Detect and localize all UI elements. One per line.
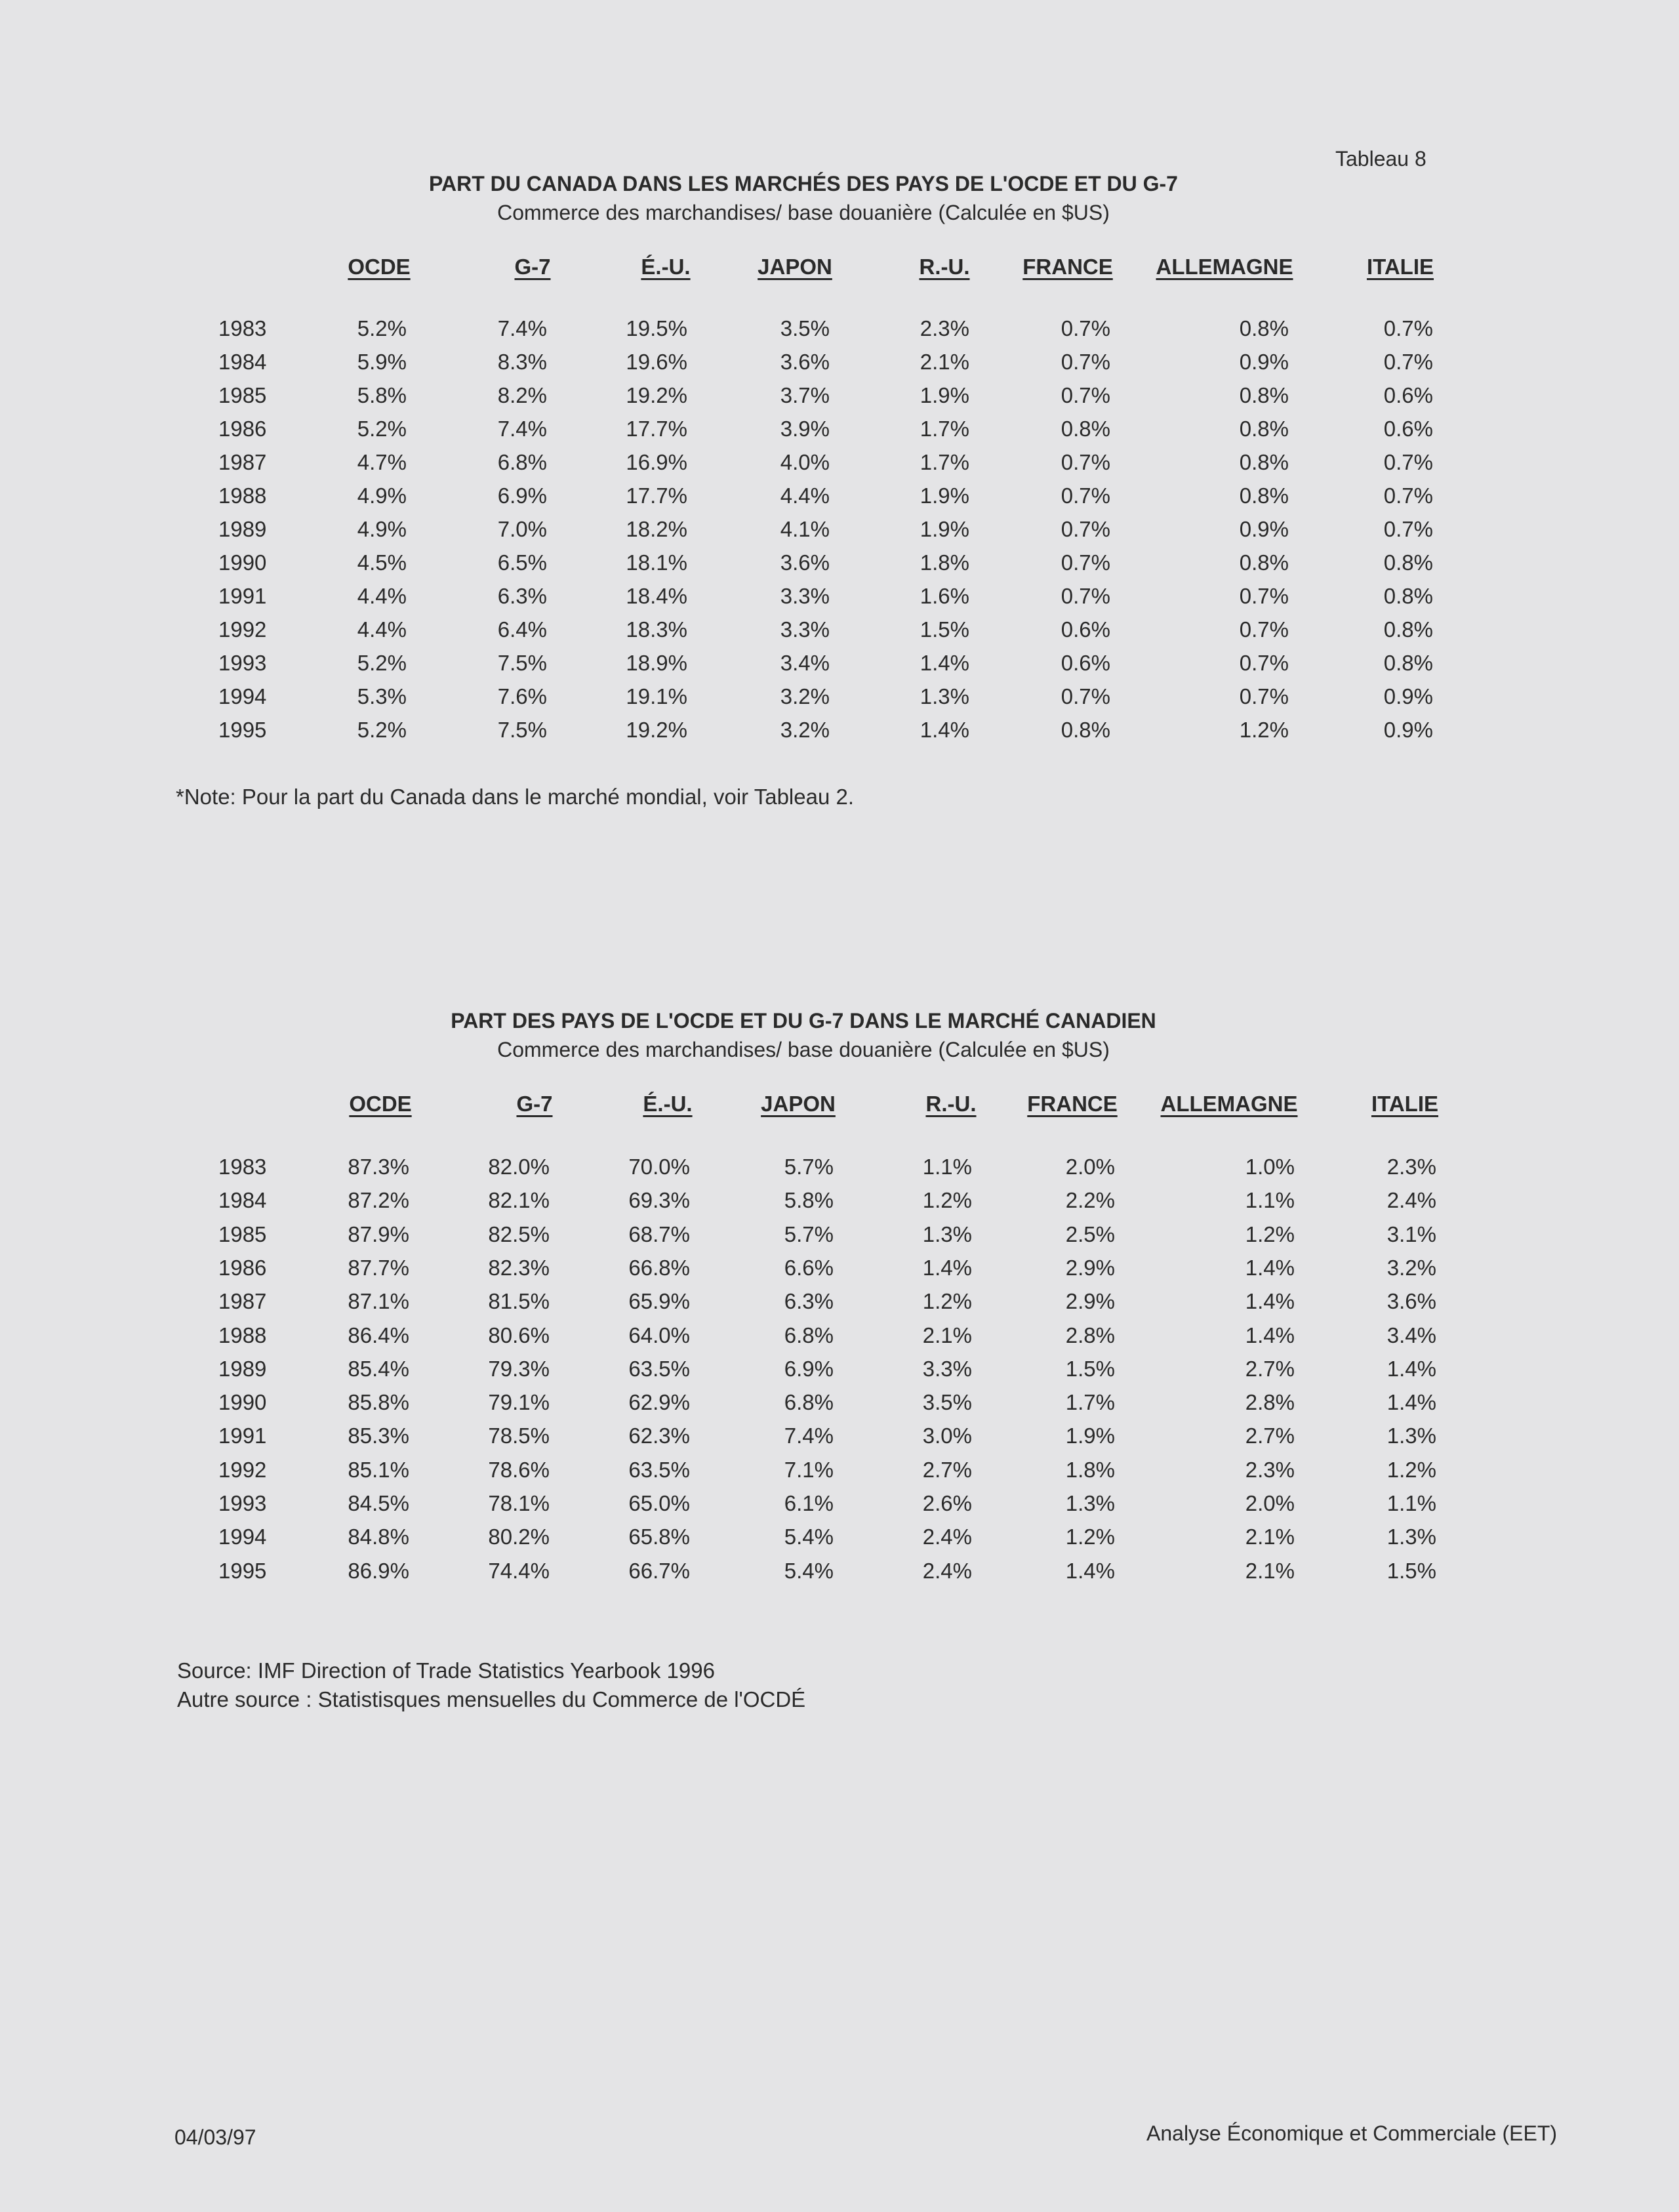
table-row xyxy=(0,718,1679,749)
value-cell: 0.7% xyxy=(1239,617,1289,642)
value-cell: 84.5% xyxy=(348,1491,409,1515)
value-cell: 4.4% xyxy=(357,584,407,608)
year-cell: 1992 xyxy=(218,617,267,642)
value-cell: 85.8% xyxy=(348,1390,409,1415)
value-cell: 0.8% xyxy=(1239,316,1289,340)
tableau-label: Tableau 8 xyxy=(1335,147,1426,171)
year-cell: 1987 xyxy=(218,1289,267,1314)
value-cell: 1.8% xyxy=(920,550,969,575)
value-cell: 0.7% xyxy=(1239,584,1289,608)
value-cell: 2.3% xyxy=(920,316,969,340)
value-cell: 2.1% xyxy=(1245,1558,1295,1583)
table2-col-header: OCDE xyxy=(349,1092,412,1116)
value-cell: 0.8% xyxy=(1383,550,1433,575)
value-cell: 1.4% xyxy=(1386,1356,1436,1381)
value-cell: 2.0% xyxy=(1245,1491,1295,1515)
value-cell: 0.8% xyxy=(1239,550,1289,575)
value-cell: 63.5% xyxy=(628,1356,690,1381)
table-row xyxy=(0,684,1679,716)
value-cell: 63.5% xyxy=(628,1457,690,1482)
value-cell: 0.8% xyxy=(1239,450,1289,474)
value-cell: 2.5% xyxy=(1065,1221,1115,1246)
value-cell: 4.9% xyxy=(357,517,407,541)
value-cell: 6.5% xyxy=(497,550,547,575)
year-cell: 1989 xyxy=(218,517,267,541)
table1-col-header: É.-U. xyxy=(641,255,691,279)
value-cell: 1.4% xyxy=(1065,1558,1115,1583)
value-cell: 6.3% xyxy=(784,1289,834,1314)
table-row xyxy=(0,383,1679,415)
value-cell: 66.7% xyxy=(628,1558,690,1583)
value-cell: 2.4% xyxy=(1386,1188,1436,1213)
value-cell: 5.7% xyxy=(784,1221,834,1246)
value-cell: 1.3% xyxy=(1065,1491,1115,1515)
table2-col-header: G-7 xyxy=(516,1092,553,1116)
value-cell: 3.1% xyxy=(1386,1221,1436,1246)
value-cell: 1.1% xyxy=(1386,1491,1436,1515)
value-cell: 7.5% xyxy=(497,718,547,742)
value-cell: 2.8% xyxy=(1065,1322,1115,1347)
year-cell: 1983 xyxy=(218,1155,267,1179)
value-cell: 0.6% xyxy=(1061,651,1110,675)
value-cell: 68.7% xyxy=(628,1221,690,1246)
value-cell: 6.8% xyxy=(497,450,547,474)
value-cell: 1.4% xyxy=(922,1255,972,1280)
table2-col-header: JAPON xyxy=(761,1092,836,1116)
value-cell: 7.1% xyxy=(784,1457,834,1482)
table-row xyxy=(0,517,1679,548)
value-cell: 2.9% xyxy=(1065,1289,1115,1314)
value-cell: 0.8% xyxy=(1239,383,1289,407)
year-cell: 1990 xyxy=(218,550,267,575)
year-cell: 1985 xyxy=(218,1221,267,1246)
value-cell: 2.1% xyxy=(920,350,969,374)
value-cell: 1.2% xyxy=(922,1188,972,1213)
value-cell: 0.6% xyxy=(1383,383,1433,407)
value-cell: 8.3% xyxy=(497,350,547,374)
value-cell: 6.3% xyxy=(497,584,547,608)
value-cell: 0.7% xyxy=(1061,316,1110,340)
year-cell: 1993 xyxy=(218,651,267,675)
value-cell: 4.1% xyxy=(780,517,830,541)
value-cell: 0.7% xyxy=(1383,450,1433,474)
table-row xyxy=(0,483,1679,515)
value-cell: 5.8% xyxy=(357,383,407,407)
value-cell: 5.4% xyxy=(784,1558,834,1583)
source-line: Source: IMF Direction of Trade Statistics Yearbook 1996 xyxy=(177,1658,715,1683)
value-cell: 2.1% xyxy=(1245,1525,1295,1549)
value-cell: 4.9% xyxy=(357,483,407,508)
value-cell: 1.3% xyxy=(922,1221,972,1246)
value-cell: 0.7% xyxy=(1061,483,1110,508)
year-cell: 1987 xyxy=(218,450,267,474)
value-cell: 2.7% xyxy=(922,1457,972,1482)
value-cell: 2.6% xyxy=(922,1491,972,1515)
year-cell: 1990 xyxy=(218,1390,267,1415)
value-cell: 1.7% xyxy=(1065,1390,1115,1415)
value-cell: 82.3% xyxy=(488,1255,550,1280)
table1-col-header: OCDE xyxy=(348,255,411,279)
value-cell: 0.9% xyxy=(1383,718,1433,742)
value-cell: 1.2% xyxy=(1239,718,1289,742)
year-cell: 1988 xyxy=(218,1322,267,1347)
value-cell: 87.7% xyxy=(348,1255,409,1280)
value-cell: 1.0% xyxy=(1245,1155,1295,1179)
year-cell: 1986 xyxy=(218,417,267,441)
value-cell: 1.5% xyxy=(1386,1558,1436,1583)
value-cell: 17.7% xyxy=(626,417,687,441)
value-cell: 6.9% xyxy=(497,483,547,508)
value-cell: 0.7% xyxy=(1383,517,1433,541)
value-cell: 1.3% xyxy=(1386,1525,1436,1549)
value-cell: 0.9% xyxy=(1383,684,1433,708)
value-cell: 86.9% xyxy=(348,1558,409,1583)
value-cell: 3.6% xyxy=(780,550,830,575)
table-row xyxy=(0,316,1679,348)
value-cell: 6.8% xyxy=(784,1322,834,1347)
value-cell: 80.2% xyxy=(488,1525,550,1549)
value-cell: 0.6% xyxy=(1383,417,1433,441)
table-row xyxy=(0,1423,1679,1455)
value-cell: 74.4% xyxy=(488,1558,550,1583)
value-cell: 70.0% xyxy=(628,1155,690,1179)
value-cell: 2.1% xyxy=(922,1322,972,1347)
year-cell: 1983 xyxy=(218,316,267,340)
value-cell: 19.1% xyxy=(626,684,687,708)
value-cell: 1.2% xyxy=(922,1289,972,1314)
value-cell: 86.4% xyxy=(348,1322,409,1347)
table-row xyxy=(0,1323,1679,1355)
value-cell: 82.0% xyxy=(488,1155,550,1179)
year-cell: 1984 xyxy=(218,1188,267,1213)
table2-col-header: ITALIE xyxy=(1371,1092,1439,1116)
value-cell: 1.3% xyxy=(920,684,969,708)
value-cell: 87.2% xyxy=(348,1188,409,1213)
value-cell: 7.4% xyxy=(497,417,547,441)
value-cell: 80.6% xyxy=(488,1322,550,1347)
value-cell: 0.7% xyxy=(1383,483,1433,508)
table-row xyxy=(0,1222,1679,1254)
value-cell: 3.6% xyxy=(780,350,830,374)
footer-organization: Analyse Économique et Commerciale (EET) xyxy=(1146,2121,1558,2145)
value-cell: 87.1% xyxy=(348,1289,409,1314)
value-cell: 5.2% xyxy=(357,316,407,340)
value-cell: 82.1% xyxy=(488,1188,550,1213)
table-row xyxy=(0,584,1679,615)
value-cell: 1.4% xyxy=(920,718,969,742)
value-cell: 3.3% xyxy=(780,584,830,608)
value-cell: 0.7% xyxy=(1061,550,1110,575)
value-cell: 1.4% xyxy=(1386,1390,1436,1415)
value-cell: 0.8% xyxy=(1383,617,1433,642)
value-cell: 2.4% xyxy=(922,1558,972,1583)
value-cell: 1.4% xyxy=(1245,1255,1295,1280)
value-cell: 6.1% xyxy=(784,1491,834,1515)
value-cell: 7.6% xyxy=(497,684,547,708)
year-cell: 1991 xyxy=(218,584,267,608)
value-cell: 81.5% xyxy=(488,1289,550,1314)
value-cell: 7.4% xyxy=(784,1423,834,1448)
table-row xyxy=(0,1256,1679,1287)
table-row xyxy=(0,1525,1679,1556)
value-cell: 5.7% xyxy=(784,1155,834,1179)
value-cell: 1.2% xyxy=(1065,1525,1115,1549)
year-cell: 1988 xyxy=(218,483,267,508)
value-cell: 1.5% xyxy=(920,617,969,642)
value-cell: 1.9% xyxy=(920,383,969,407)
value-cell: 0.7% xyxy=(1061,383,1110,407)
value-cell: 2.9% xyxy=(1065,1255,1115,1280)
year-cell: 1991 xyxy=(218,1423,267,1448)
value-cell: 5.2% xyxy=(357,417,407,441)
value-cell: 79.3% xyxy=(488,1356,550,1381)
value-cell: 8.2% xyxy=(497,383,547,407)
value-cell: 1.7% xyxy=(920,450,969,474)
value-cell: 7.0% xyxy=(497,517,547,541)
value-cell: 64.0% xyxy=(628,1322,690,1347)
value-cell: 69.3% xyxy=(628,1188,690,1213)
table1-col-header: FRANCE xyxy=(1022,255,1113,279)
value-cell: 0.8% xyxy=(1239,483,1289,508)
value-cell: 87.9% xyxy=(348,1221,409,1246)
year-cell: 1993 xyxy=(218,1491,267,1515)
value-cell: 1.2% xyxy=(1245,1221,1295,1246)
value-cell: 0.9% xyxy=(1239,350,1289,374)
value-cell: 1.9% xyxy=(1065,1423,1115,1448)
value-cell: 6.8% xyxy=(784,1390,834,1415)
value-cell: 2.2% xyxy=(1065,1188,1115,1213)
value-cell: 17.7% xyxy=(626,483,687,508)
value-cell: 3.3% xyxy=(922,1356,972,1381)
value-cell: 85.4% xyxy=(348,1356,409,1381)
value-cell: 5.9% xyxy=(357,350,407,374)
value-cell: 1.4% xyxy=(1245,1289,1295,1314)
table1-subtitle: Commerce des marchandises/ base douanière (Calculée en $US) xyxy=(497,201,1110,224)
value-cell: 2.0% xyxy=(1065,1155,1115,1179)
value-cell: 84.8% xyxy=(348,1525,409,1549)
table2-col-header: ALLEMAGNE xyxy=(1160,1092,1298,1116)
value-cell: 3.2% xyxy=(780,718,830,742)
value-cell: 0.8% xyxy=(1061,417,1110,441)
table-row xyxy=(0,550,1679,582)
year-cell: 1994 xyxy=(218,684,267,708)
value-cell: 5.2% xyxy=(357,651,407,675)
value-cell: 18.2% xyxy=(626,517,687,541)
value-cell: 4.4% xyxy=(357,617,407,642)
table1-note: *Note: Pour la part du Canada dans le marché mondial, voir Tableau 2. xyxy=(176,785,855,809)
value-cell: 3.0% xyxy=(922,1423,972,1448)
footer-date: 04/03/97 xyxy=(174,2125,256,2149)
table-row xyxy=(0,1188,1679,1219)
table1-col-header: JAPON xyxy=(758,255,832,279)
value-cell: 79.1% xyxy=(488,1390,550,1415)
value-cell: 1.7% xyxy=(920,417,969,441)
value-cell: 7.5% xyxy=(497,651,547,675)
table-row xyxy=(0,617,1679,649)
year-cell: 1995 xyxy=(218,718,267,742)
table-row xyxy=(0,1458,1679,1489)
value-cell: 0.7% xyxy=(1383,316,1433,340)
year-cell: 1984 xyxy=(218,350,267,374)
value-cell: 0.7% xyxy=(1383,350,1433,374)
value-cell: 1.2% xyxy=(1386,1457,1436,1482)
value-cell: 82.5% xyxy=(488,1221,550,1246)
value-cell: 3.5% xyxy=(780,316,830,340)
table-row xyxy=(0,1559,1679,1590)
table-row xyxy=(0,651,1679,682)
value-cell: 6.6% xyxy=(784,1255,834,1280)
value-cell: 65.0% xyxy=(628,1491,690,1515)
value-cell: 7.4% xyxy=(497,316,547,340)
value-cell: 3.6% xyxy=(1386,1289,1436,1314)
value-cell: 1.8% xyxy=(1065,1457,1115,1482)
value-cell: 2.7% xyxy=(1245,1423,1295,1448)
year-cell: 1992 xyxy=(218,1457,267,1482)
value-cell: 2.3% xyxy=(1245,1457,1295,1482)
table2-col-header: R.-U. xyxy=(925,1092,977,1116)
value-cell: 85.3% xyxy=(348,1423,409,1448)
value-cell: 6.9% xyxy=(784,1356,834,1381)
value-cell: 18.3% xyxy=(626,617,687,642)
table1-title: PART DU CANADA DANS LES MARCHÉS DES PAYS DE L'OCDE ET DU G-7 xyxy=(429,172,1178,195)
value-cell: 0.7% xyxy=(1239,684,1289,708)
value-cell: 1.9% xyxy=(920,483,969,508)
value-cell: 4.4% xyxy=(780,483,830,508)
value-cell: 4.7% xyxy=(357,450,407,474)
value-cell: 0.8% xyxy=(1383,584,1433,608)
value-cell: 2.4% xyxy=(922,1525,972,1549)
value-cell: 2.7% xyxy=(1245,1356,1295,1381)
value-cell: 4.0% xyxy=(780,450,830,474)
table-row xyxy=(0,350,1679,381)
value-cell: 1.9% xyxy=(920,517,969,541)
value-cell: 5.8% xyxy=(784,1188,834,1213)
table-row xyxy=(0,1491,1679,1523)
year-cell: 1986 xyxy=(218,1255,267,1280)
year-cell: 1994 xyxy=(218,1525,267,1549)
value-cell: 0.8% xyxy=(1383,651,1433,675)
value-cell: 78.1% xyxy=(488,1491,550,1515)
value-cell: 0.7% xyxy=(1061,684,1110,708)
value-cell: 4.5% xyxy=(357,550,407,575)
value-cell: 19.2% xyxy=(626,383,687,407)
year-cell: 1989 xyxy=(218,1356,267,1381)
value-cell: 1.4% xyxy=(920,651,969,675)
table-row xyxy=(0,1357,1679,1388)
value-cell: 3.4% xyxy=(1386,1322,1436,1347)
table-row xyxy=(0,1289,1679,1321)
year-cell: 1995 xyxy=(218,1558,267,1583)
value-cell: 87.3% xyxy=(348,1155,409,1179)
value-cell: 1.5% xyxy=(1065,1356,1115,1381)
value-cell: 62.3% xyxy=(628,1423,690,1448)
value-cell: 5.4% xyxy=(784,1525,834,1549)
value-cell: 3.3% xyxy=(780,617,830,642)
other-source-line: Autre source : Statistisques mensuelles du Commerce de l'OCDÉ xyxy=(177,1687,806,1711)
value-cell: 18.1% xyxy=(626,550,687,575)
table2-col-header: FRANCE xyxy=(1027,1092,1118,1116)
value-cell: 1.1% xyxy=(922,1155,972,1179)
value-cell: 1.4% xyxy=(1245,1322,1295,1347)
value-cell: 0.7% xyxy=(1061,450,1110,474)
value-cell: 16.9% xyxy=(626,450,687,474)
value-cell: 78.6% xyxy=(488,1457,550,1482)
value-cell: 0.6% xyxy=(1061,617,1110,642)
table-row xyxy=(0,417,1679,448)
value-cell: 85.1% xyxy=(348,1457,409,1482)
value-cell: 5.3% xyxy=(357,684,407,708)
value-cell: 0.9% xyxy=(1239,517,1289,541)
value-cell: 3.2% xyxy=(780,684,830,708)
table-row xyxy=(0,1155,1679,1186)
value-cell: 18.4% xyxy=(626,584,687,608)
value-cell: 0.7% xyxy=(1061,350,1110,374)
value-cell: 2.8% xyxy=(1245,1390,1295,1415)
value-cell: 5.2% xyxy=(357,718,407,742)
table-row xyxy=(0,1390,1679,1422)
value-cell: 2.3% xyxy=(1386,1155,1436,1179)
value-cell: 3.2% xyxy=(1386,1255,1436,1280)
value-cell: 0.7% xyxy=(1239,651,1289,675)
value-cell: 19.2% xyxy=(626,718,687,742)
value-cell: 1.1% xyxy=(1245,1188,1295,1213)
table1-col-header: ITALIE xyxy=(1366,255,1434,279)
value-cell: 0.8% xyxy=(1061,718,1110,742)
value-cell: 62.9% xyxy=(628,1390,690,1415)
table1-col-header: G-7 xyxy=(514,255,551,279)
value-cell: 65.8% xyxy=(628,1525,690,1549)
value-cell: 18.9% xyxy=(626,651,687,675)
value-cell: 0.7% xyxy=(1061,517,1110,541)
year-cell: 1985 xyxy=(218,383,267,407)
value-cell: 0.8% xyxy=(1239,417,1289,441)
value-cell: 19.5% xyxy=(626,316,687,340)
table-row xyxy=(0,450,1679,481)
value-cell: 6.4% xyxy=(497,617,547,642)
table1-col-header: R.-U. xyxy=(919,255,970,279)
value-cell: 65.9% xyxy=(628,1289,690,1314)
table2-col-header: É.-U. xyxy=(643,1092,693,1116)
value-cell: 66.8% xyxy=(628,1255,690,1280)
table1-col-header: ALLEMAGNE xyxy=(1156,255,1293,279)
value-cell: 3.9% xyxy=(780,417,830,441)
value-cell: 3.7% xyxy=(780,383,830,407)
value-cell: 78.5% xyxy=(488,1423,550,1448)
value-cell: 1.3% xyxy=(1386,1423,1436,1448)
value-cell: 3.4% xyxy=(780,651,830,675)
table2-subtitle: Commerce des marchandises/ base douanière (Calculée en $US) xyxy=(497,1038,1110,1061)
value-cell: 3.5% xyxy=(922,1390,972,1415)
value-cell: 19.6% xyxy=(626,350,687,374)
value-cell: 0.7% xyxy=(1061,584,1110,608)
table2-title: PART DES PAYS DE L'OCDE ET DU G-7 DANS LE MARCHÉ CANADIEN xyxy=(451,1009,1156,1033)
value-cell: 1.6% xyxy=(920,584,969,608)
